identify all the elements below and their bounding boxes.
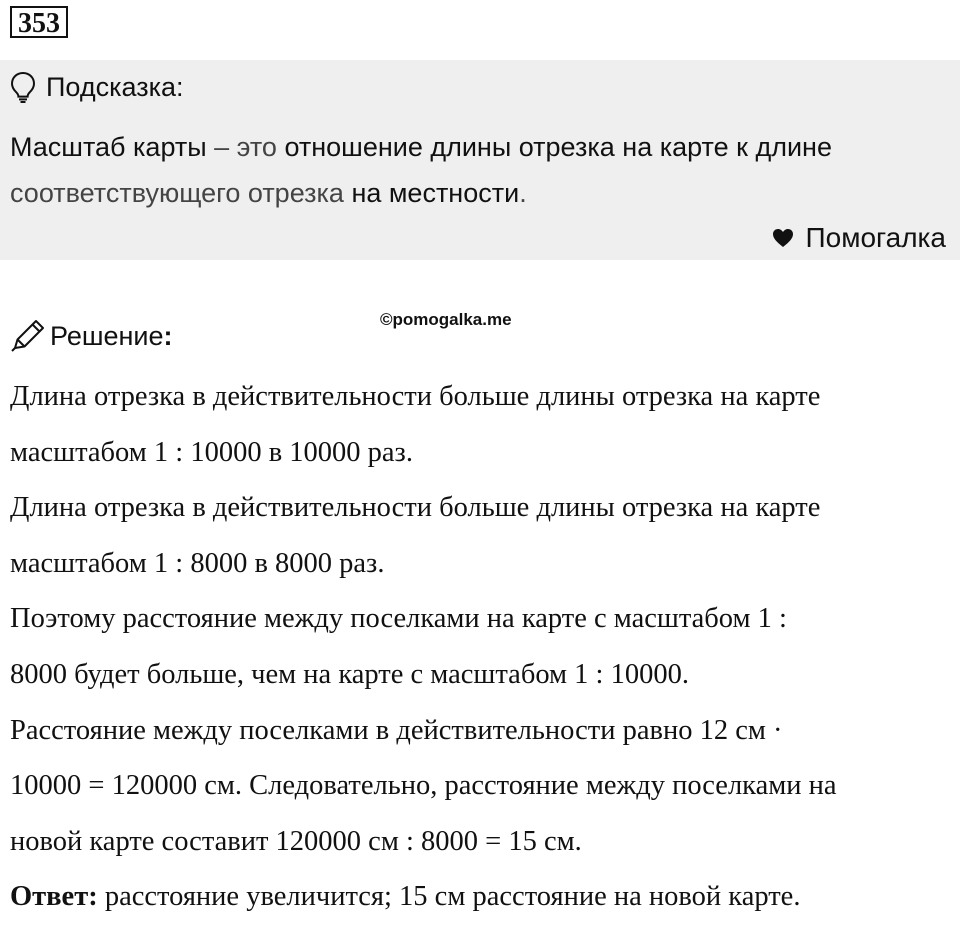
solution-line: Расстояние между поселками в действительности равно 12 см · bbox=[10, 714, 783, 746]
problem-number: 353 bbox=[10, 6, 68, 38]
solution-body bbox=[10, 369, 955, 925]
solution-line: 8000 будет больше, чем на карте с масштабом 1 : 10000. bbox=[10, 658, 689, 690]
hint-definition-part-2: на местности bbox=[351, 178, 520, 208]
heart-icon bbox=[772, 228, 794, 248]
hint-title: Подсказка: bbox=[46, 71, 184, 102]
hint-connector: – это bbox=[206, 132, 285, 162]
answer-label: Ответ: bbox=[10, 881, 98, 913]
lightbulb-icon bbox=[10, 71, 36, 103]
solution-header bbox=[10, 318, 173, 354]
pencil-icon bbox=[10, 319, 46, 353]
solution-line: Длина отрезка в действительности больше длины отрезка на карте bbox=[10, 381, 821, 412]
hint-header bbox=[10, 72, 184, 102]
answer-text: расстояние увеличится; 15 см расстояние на новой карте. bbox=[97, 881, 801, 913]
solution-line: Длина отрезка в действительности больше длины отрезка на карте bbox=[10, 492, 821, 524]
hint-text bbox=[10, 124, 950, 216]
hint-box bbox=[0, 60, 960, 260]
solution-line: масштабом 1 : 8000 в 8000 раз. bbox=[10, 547, 385, 579]
solution-line: Поэтому расстояние между поселками на карте с масштабом 1 : bbox=[10, 603, 787, 635]
answer-line bbox=[10, 869, 955, 925]
solution-line: 10000 = 120000 см. Следовательно, расстояние между поселками на bbox=[10, 770, 837, 802]
solution-title: Решение bbox=[50, 320, 164, 351]
solution-line: масштабом 1 : 10000 в 10000 раз. bbox=[10, 436, 413, 468]
credit bbox=[772, 220, 946, 256]
hint-definition-part-1: отношение длины отрезка на карте к длине bbox=[284, 132, 832, 162]
watermark: ©pomogalka.me bbox=[380, 310, 512, 329]
hint-connector: соответствующего отрезка bbox=[10, 178, 352, 208]
credit-label: Помогалка bbox=[805, 222, 946, 253]
hint-term: Масштаб карты bbox=[10, 132, 207, 162]
hint-period: . bbox=[519, 178, 527, 208]
solution-line: новой карте составит 120000 см : 8000 = 15 см. bbox=[10, 825, 582, 857]
solution-title-colon: : bbox=[163, 320, 173, 351]
